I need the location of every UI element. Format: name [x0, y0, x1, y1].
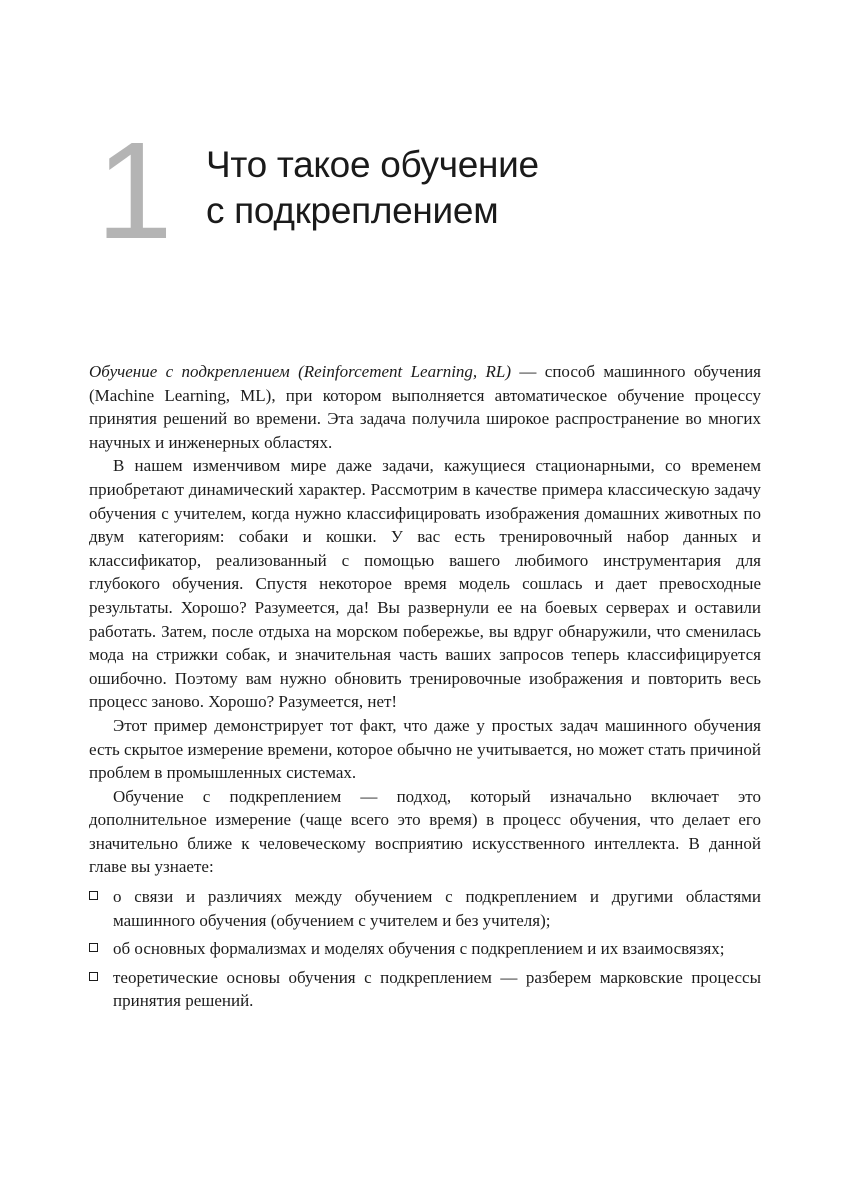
chapter-title-line-1: Что такое обучение	[206, 144, 539, 185]
chapter-goals-list	[89, 885, 761, 1013]
list-item-text: теоретические основы обучения с подкреплением — разберем марковские процессы принятия решений.	[113, 967, 761, 1011]
list-item-text: о связи и различиях между обучением с подкреплением и другими областями машинного обучения (обучением с учителем и без учителя);	[113, 887, 761, 930]
paragraph-intro-text: — способ машинного обучения (Machine Learning, ML), при котором выполняется автоматическое обучение процессу принятия решений во времени. Эта задача получила широкое распространение во многих научных и инженерных областях.	[89, 362, 762, 452]
paragraph-hidden-time: Этот пример демонстрирует тот факт, что даже у простых задач машинного обучения есть скрытое измерение времени, которое обычно не учитывается, но может стать причиной проблем в промышленных системах.	[89, 715, 761, 783]
checkbox-bullet-icon	[89, 972, 98, 981]
list-item	[89, 885, 761, 932]
list-item	[89, 937, 761, 961]
checkbox-bullet-icon	[89, 943, 98, 952]
list-item-text: об основных формализмах и моделях обучения с подкреплением и их взаимосвязях;	[113, 939, 725, 959]
checkbox-bullet-icon	[89, 891, 98, 900]
chapter-body	[89, 360, 761, 1018]
paragraph-example: В нашем изменчивом мире даже задачи, кажущиеся стационарными, со временем приобретают динамический характер. Рассмотрим в качестве примера классическую задачу обучения с учителем, когда нужно классифицировать изображения домашних животных по двум категориям: собаки и кошки. У вас есть тренировочный набор данных и классификатор, реализованный с помощью вашего любимого инструментария для глубокого обучения. Спустя некоторое время модель сошлась и дает превосходные результаты. Хорошо? Разумеется, да! Вы развернули ее на боевых серверах и оставили работать. Затем, после отдыха на морском побережье, вы вдруг обнаружили, что сменилась мода на стрижки собак, и значительная часть ваших запросов теперь классифицируется ошибочно. Поэтому вам нужно обновить тренировочные изображения и повторить весь процесс заново. Хорошо? Разумеется, нет!	[89, 456, 761, 712]
chapter-title-line-2: с подкреплением	[206, 190, 499, 231]
list-item	[89, 966, 761, 1013]
paragraph-rl-approach: Обучение с подкреплением — подход, который изначально включает это дополнительное измерение (чаще всего это время) в процесс обучения, что делает его значительно ближе к человеческому восприятию искусственного интеллекта. В данной главе вы узнаете:	[89, 786, 761, 877]
paragraph-intro	[89, 360, 761, 454]
chapter-number: 1	[96, 114, 173, 268]
chapter-title	[206, 142, 539, 234]
defined-term: Обучение с подкреплением (Reinforcement Learning, RL)	[89, 362, 512, 381]
